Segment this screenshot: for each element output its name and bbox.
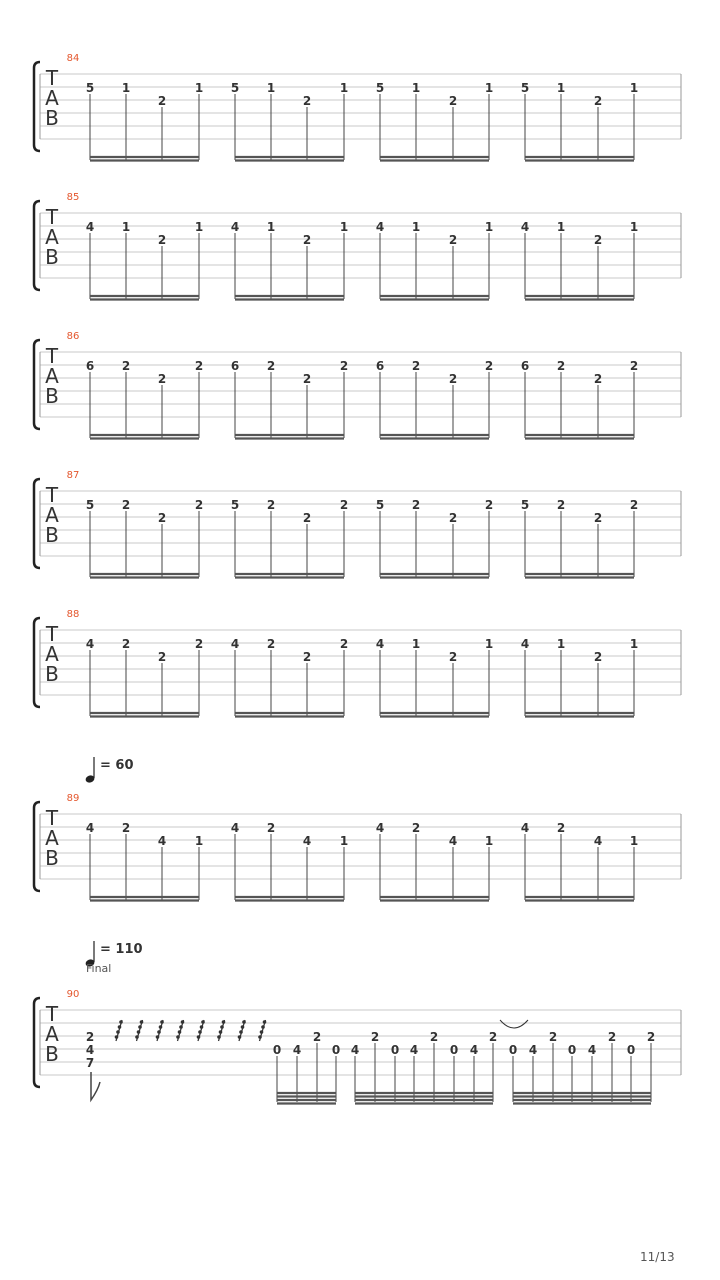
rest-dot [135, 1035, 139, 1039]
fret-number: 4 [230, 637, 240, 651]
fret-number: 4 [587, 1043, 597, 1057]
fret-number: 1 [484, 834, 494, 848]
fret-number: 0 [449, 1043, 459, 1057]
fret-number: 2 [312, 1030, 322, 1044]
fret-number: 2 [266, 637, 276, 651]
tab-clef-letter: A [45, 826, 59, 850]
fret-number: 1 [484, 637, 494, 651]
fret-number: 2 [629, 498, 639, 512]
tie-arc [500, 1020, 528, 1028]
tab-clef-letter: T [45, 806, 59, 830]
rest-dot [220, 1025, 224, 1029]
rest-dot [260, 1030, 264, 1034]
chord-fret-number: 7 [85, 1056, 95, 1070]
fret-number: 1 [194, 81, 204, 95]
chord-stem-flag [91, 1072, 100, 1100]
measure-number: 90 [66, 989, 80, 1000]
system-bracket [34, 998, 40, 1087]
fret-number: 1 [629, 834, 639, 848]
fret-number: 2 [194, 498, 204, 512]
fret-number: 4 [593, 834, 603, 848]
fret-number: 4 [85, 220, 95, 234]
fret-number: 4 [528, 1043, 538, 1057]
rest-dot [197, 1035, 201, 1039]
rest-dot [140, 1020, 144, 1024]
rest-dot [242, 1020, 246, 1024]
rest-dot [181, 1020, 185, 1024]
fret-number: 5 [85, 81, 95, 95]
fret-number: 1 [556, 637, 566, 651]
fret-number: 2 [411, 821, 421, 835]
tab-clef-letter: T [45, 1002, 59, 1026]
fret-number: 4 [230, 821, 240, 835]
fret-number: 2 [157, 94, 167, 108]
rest-dot [176, 1035, 180, 1039]
fret-number: 2 [339, 637, 349, 651]
measure-number: 87 [66, 470, 80, 481]
tab-clef-letter: B [45, 245, 59, 269]
measure-number: 88 [66, 609, 80, 620]
system-bracket [34, 802, 40, 891]
fret-number: 5 [520, 81, 530, 95]
system-bracket [34, 201, 40, 290]
tab-clef-letter: B [45, 523, 59, 547]
fret-number: 2 [448, 511, 458, 525]
rest-dot [241, 1025, 245, 1029]
fret-number: 2 [593, 650, 603, 664]
tab-clef-letter: A [45, 503, 59, 527]
fret-number: 1 [484, 81, 494, 95]
fret-number: 2 [448, 94, 458, 108]
rest-dot [116, 1030, 120, 1034]
rest-dot [219, 1030, 223, 1034]
fret-number: 0 [272, 1043, 282, 1057]
tab-clef-letter: A [45, 1022, 59, 1046]
rest-dot [137, 1030, 141, 1034]
fret-number: 2 [339, 498, 349, 512]
fret-number: 2 [548, 1030, 558, 1044]
fret-number: 1 [556, 81, 566, 95]
measure-number: 86 [66, 331, 80, 342]
fret-number: 2 [302, 650, 312, 664]
fret-number: 2 [448, 233, 458, 247]
fret-number: 4 [520, 220, 530, 234]
fret-number: 2 [339, 359, 349, 373]
fret-number: 4 [292, 1043, 302, 1057]
fret-number: 4 [520, 637, 530, 651]
fret-number: 2 [121, 821, 131, 835]
fret-number: 2 [556, 359, 566, 373]
tab-clef-letter: A [45, 86, 59, 110]
rest-dot [258, 1035, 262, 1039]
fret-number: 4 [157, 834, 167, 848]
fret-number: 1 [339, 220, 349, 234]
fret-number: 2 [302, 372, 312, 386]
rest-dot [178, 1030, 182, 1034]
fret-number: 2 [484, 359, 494, 373]
rest-dot [156, 1035, 160, 1039]
fret-number: 2 [266, 359, 276, 373]
fret-number: 4 [85, 821, 95, 835]
fret-number: 6 [230, 359, 240, 373]
fret-number: 1 [194, 834, 204, 848]
measure-number: 85 [66, 192, 80, 203]
tab-clef-letter: B [45, 384, 59, 408]
fret-number: 2 [157, 650, 167, 664]
fret-number: 5 [230, 498, 240, 512]
fret-number: 2 [646, 1030, 656, 1044]
tab-staff-1 [34, 201, 681, 290]
fret-number: 1 [411, 637, 421, 651]
fret-number: 6 [520, 359, 530, 373]
fret-number: 1 [629, 81, 639, 95]
fret-number: 1 [121, 220, 131, 234]
rest-dot [222, 1020, 226, 1024]
fret-number: 1 [484, 220, 494, 234]
fret-number: 2 [194, 359, 204, 373]
fret-number: 4 [520, 821, 530, 835]
rest-dot [159, 1025, 163, 1029]
fret-number: 2 [593, 94, 603, 108]
fret-number: 1 [411, 220, 421, 234]
fret-number: 2 [194, 637, 204, 651]
tempo-value: = 110 [100, 942, 143, 957]
fret-number: 1 [629, 220, 639, 234]
fret-number: 5 [375, 498, 385, 512]
tab-staff-0 [34, 62, 681, 151]
tab-clef-letter: T [45, 205, 59, 229]
tempo-value: = 60 [100, 758, 134, 773]
fret-number: 1 [121, 81, 131, 95]
fret-number: 1 [339, 81, 349, 95]
fret-number: 2 [121, 359, 131, 373]
measure-number: 89 [66, 793, 80, 804]
fret-number: 6 [85, 359, 95, 373]
tab-clef-letter: T [45, 344, 59, 368]
fret-number: 0 [390, 1043, 400, 1057]
rest-dot [160, 1020, 164, 1024]
rest-dot [138, 1025, 142, 1029]
system-bracket [34, 62, 40, 151]
fret-number: 0 [567, 1043, 577, 1057]
fret-number: 2 [302, 94, 312, 108]
fret-number: 4 [85, 637, 95, 651]
fret-number: 4 [230, 220, 240, 234]
rest-dot [200, 1025, 204, 1029]
tempo-label: Final [86, 962, 112, 975]
fret-number: 2 [607, 1030, 617, 1044]
fret-number: 1 [629, 637, 639, 651]
fret-number: 4 [350, 1043, 360, 1057]
tab-clef-letter: A [45, 642, 59, 666]
tab-staff-4 [34, 618, 681, 707]
tab-clef-letter: T [45, 66, 59, 90]
tab-clef-letter: B [45, 1042, 59, 1066]
rest-dot [115, 1035, 119, 1039]
tab-staff-5 [34, 802, 681, 891]
fret-number: 2 [302, 511, 312, 525]
fret-number: 2 [370, 1030, 380, 1044]
rest-dot [119, 1020, 123, 1024]
fret-number: 4 [375, 637, 385, 651]
fret-number: 1 [411, 81, 421, 95]
rest-dot [198, 1030, 202, 1034]
system-bracket [34, 618, 40, 707]
system-bracket [34, 479, 40, 568]
tab-clef-letter: A [45, 364, 59, 388]
fret-number: 0 [508, 1043, 518, 1057]
fret-number: 0 [626, 1043, 636, 1057]
fret-number: 2 [556, 498, 566, 512]
rest-dot [261, 1025, 265, 1029]
fret-number: 5 [85, 498, 95, 512]
page-number: 11/13 [640, 1250, 675, 1264]
fret-number: 4 [302, 834, 312, 848]
fret-number: 4 [469, 1043, 479, 1057]
fret-number: 2 [411, 359, 421, 373]
fret-number: 4 [375, 220, 385, 234]
tab-clef-letter: B [45, 662, 59, 686]
fret-number: 4 [409, 1043, 419, 1057]
fret-number: 5 [520, 498, 530, 512]
fret-number: 5 [375, 81, 385, 95]
fret-number: 2 [556, 821, 566, 835]
rest-dot [179, 1025, 183, 1029]
rest-dot [217, 1035, 221, 1039]
fret-number: 4 [375, 821, 385, 835]
rest-dot [239, 1030, 243, 1034]
fret-number: 1 [266, 81, 276, 95]
fret-number: 2 [593, 511, 603, 525]
fret-number: 2 [121, 637, 131, 651]
fret-number: 2 [157, 372, 167, 386]
tab-clef-letter: T [45, 622, 59, 646]
fret-number: 2 [593, 372, 603, 386]
fret-number: 2 [448, 372, 458, 386]
fret-number: 2 [266, 498, 276, 512]
system-bracket [34, 340, 40, 429]
fret-number: 2 [266, 821, 276, 835]
tab-staff-2 [34, 340, 681, 429]
fret-number: 1 [266, 220, 276, 234]
tab-clef-letter: T [45, 483, 59, 507]
fret-number: 2 [157, 233, 167, 247]
tab-staff-3 [34, 479, 681, 568]
fret-number: 2 [593, 233, 603, 247]
fret-number: 1 [194, 220, 204, 234]
rest-dot [157, 1030, 161, 1034]
fret-number: 1 [556, 220, 566, 234]
rest-dot [238, 1035, 242, 1039]
fret-number: 2 [411, 498, 421, 512]
fret-number: 5 [230, 81, 240, 95]
fret-number: 4 [448, 834, 458, 848]
fret-number: 6 [375, 359, 385, 373]
chord-fret-number: 2 [85, 1030, 95, 1044]
fret-number: 2 [429, 1030, 439, 1044]
tab-clef-letter: A [45, 225, 59, 249]
rest-dot [263, 1020, 267, 1024]
fret-number: 2 [629, 359, 639, 373]
fret-number: 2 [157, 511, 167, 525]
fret-number: 2 [302, 233, 312, 247]
measure-number: 84 [66, 53, 80, 64]
tab-clef-letter: B [45, 846, 59, 870]
tab-clef-letter: B [45, 106, 59, 130]
fret-number: 2 [448, 650, 458, 664]
rest-dot [201, 1020, 205, 1024]
fret-number: 0 [331, 1043, 341, 1057]
fret-number: 1 [339, 834, 349, 848]
fret-number: 2 [488, 1030, 498, 1044]
fret-number: 2 [121, 498, 131, 512]
fret-number: 2 [484, 498, 494, 512]
chord-fret-number: 4 [85, 1043, 95, 1057]
rest-dot [118, 1025, 122, 1029]
